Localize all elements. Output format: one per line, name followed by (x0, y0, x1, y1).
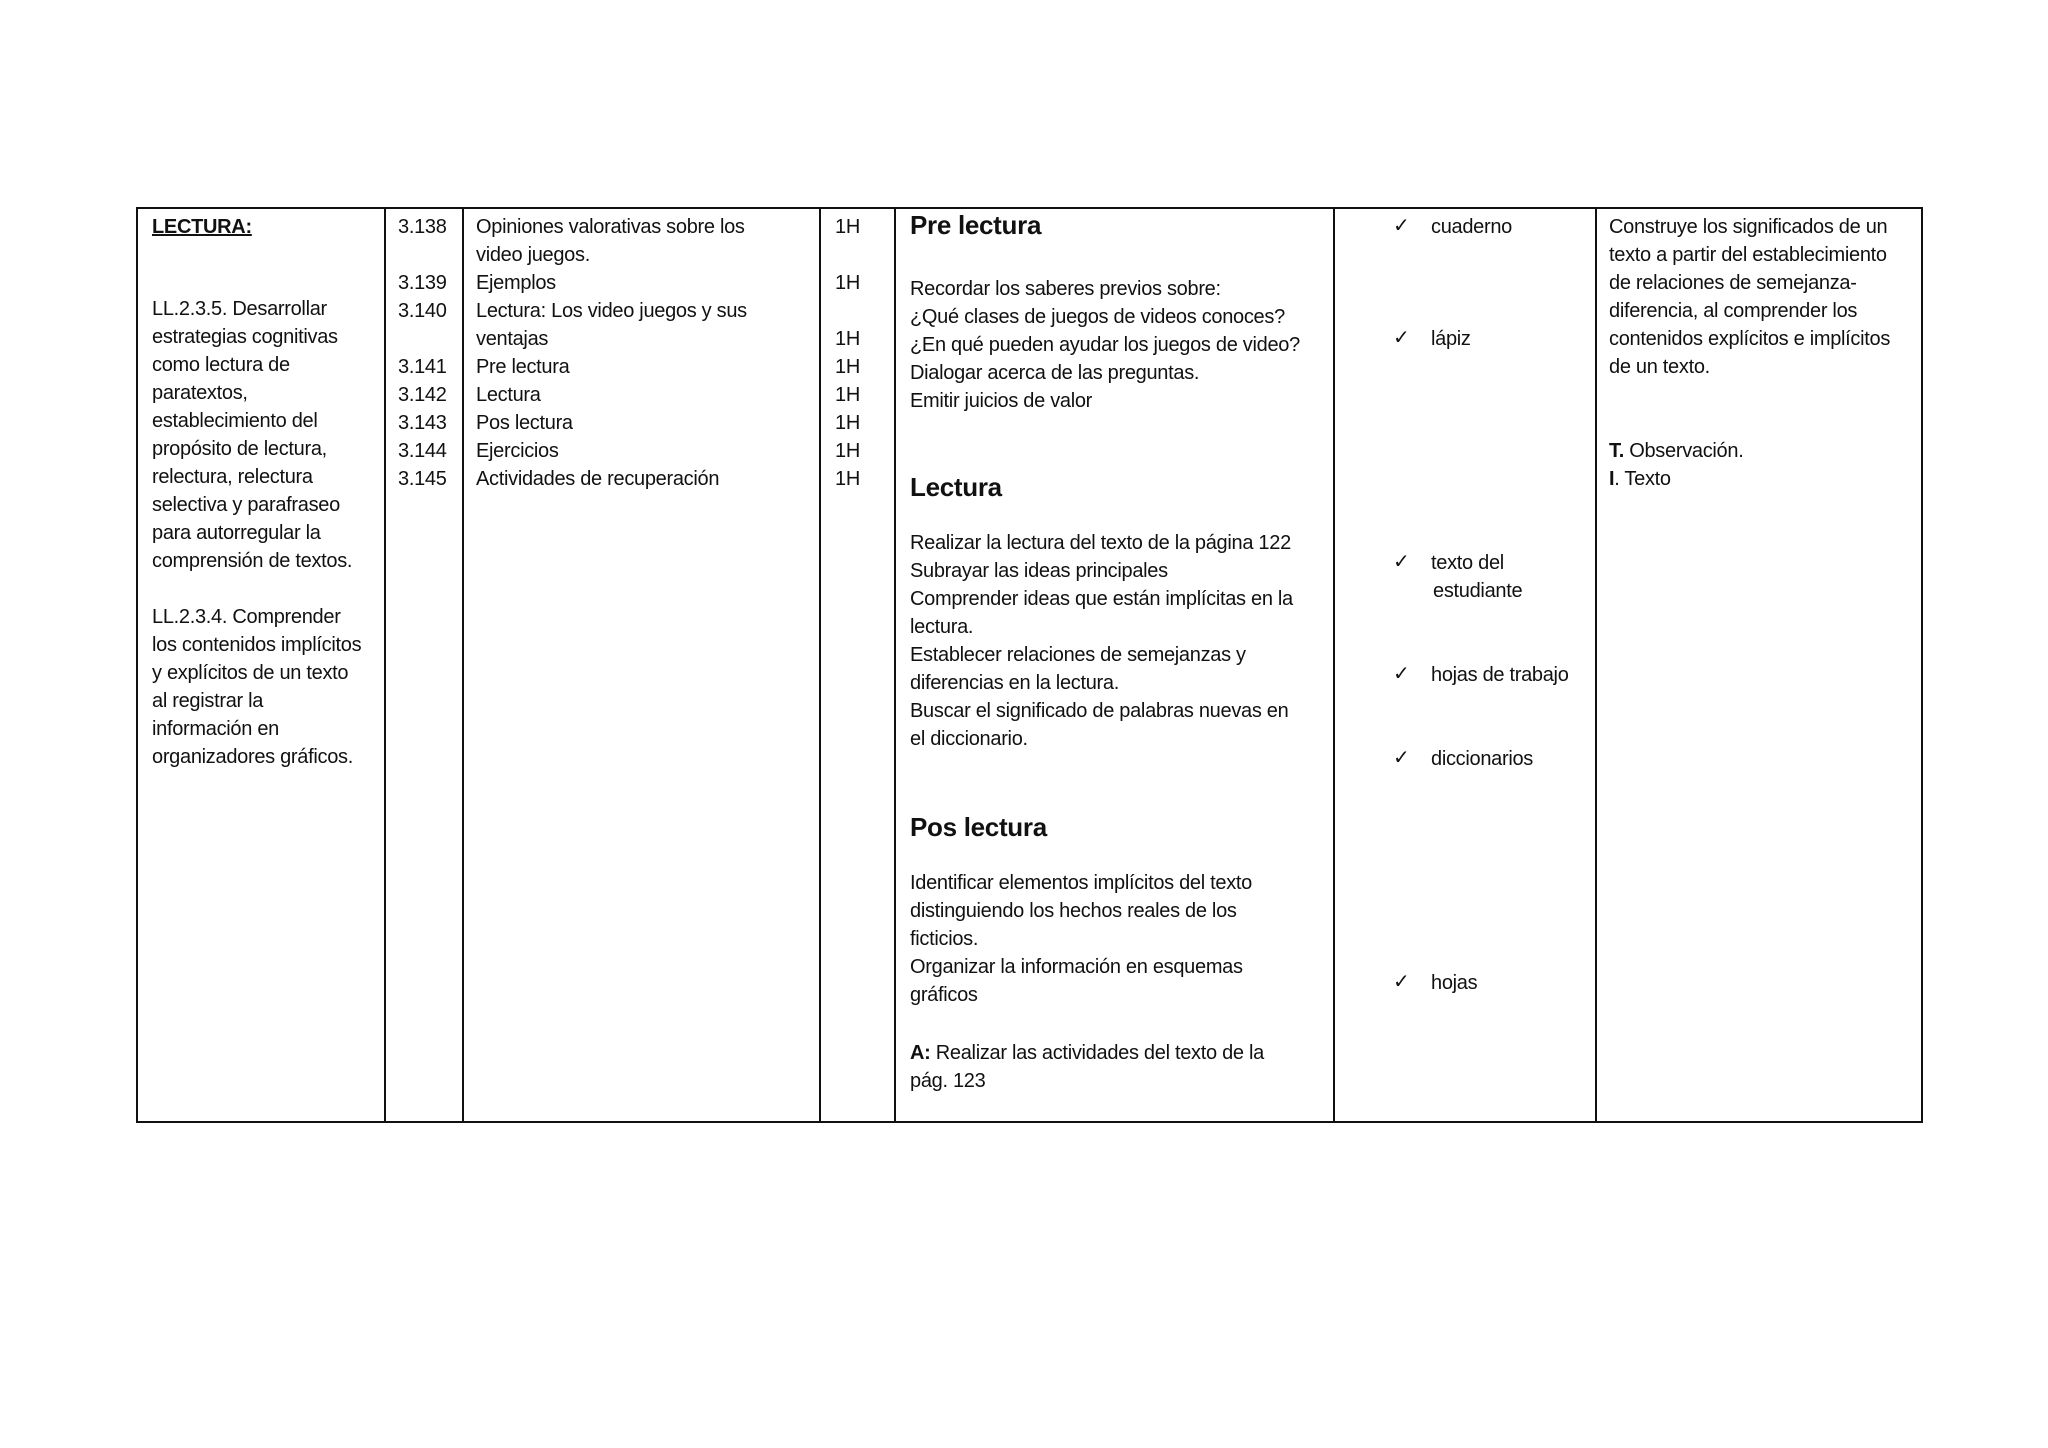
code: 3.138 (398, 216, 447, 238)
topic-line: Ejercicios (476, 440, 559, 462)
instrument-value: . Texto (1614, 468, 1671, 490)
topic-line: Lectura (476, 384, 541, 406)
resource-item: hojas (1431, 972, 1478, 994)
hours: 1H (835, 328, 860, 350)
activity-text: Realizar las actividades del texto de la (930, 1042, 1264, 1064)
skill-line: paratextos, (152, 382, 248, 404)
skill-line: y explícitos de un texto (152, 662, 349, 684)
skill-line: selectiva y parafraseo (152, 494, 340, 516)
topic-line: Pre lectura (476, 356, 570, 378)
skill-line: LL.2.3.4. Comprender (152, 606, 341, 628)
skill-line: para autorregular la (152, 522, 321, 544)
activity-line: Realizar la lectura del texto de la página 122 (910, 532, 1291, 554)
indicator-line: diferencia, al comprender los (1609, 300, 1858, 322)
activity-line: Buscar el significado de palabras nuevas en (910, 700, 1289, 722)
hours: 1H (835, 272, 860, 294)
topic-line: video juegos. (476, 244, 590, 266)
activity-line: Dialogar acerca de las preguntas. (910, 362, 1200, 384)
check-icon: ✓ (1393, 327, 1410, 349)
topic-line: ventajas (476, 328, 549, 350)
check-icon: ✓ (1393, 663, 1410, 685)
activity-line: Comprender ideas que están implícitas en la (910, 588, 1293, 610)
activity-line: Subrayar las ideas principales (910, 560, 1168, 582)
check-icon: ✓ (1393, 215, 1410, 237)
activity-line: ¿En qué pueden ayudar los juegos de video? (910, 334, 1300, 356)
activity-line: distinguiendo los hechos reales de los (910, 900, 1237, 922)
activity-line: Recordar los saberes previos sobre: (910, 278, 1221, 300)
instrument (1609, 465, 1671, 493)
code: 3.145 (398, 468, 447, 490)
skill-line: los contenidos implícitos (152, 634, 362, 656)
hours: 1H (835, 356, 860, 378)
resource-item-continued: estudiante (1433, 580, 1523, 602)
skill-line: información en (152, 718, 279, 740)
resource-item: texto del (1431, 552, 1504, 574)
technique-label: T. (1609, 440, 1624, 462)
code: 3.144 (398, 440, 447, 462)
column-skills (138, 209, 384, 1121)
code: 3.139 (398, 272, 447, 294)
activity-line: diferencias en la lectura. (910, 672, 1119, 694)
skill-line: establecimiento del (152, 410, 318, 432)
section-title: LECTURA: (152, 216, 252, 238)
code: 3.143 (398, 412, 447, 434)
indicator-line: contenidos explícitos e implícitos (1609, 328, 1891, 350)
activity-line: ¿Qué clases de juegos de videos conoces? (910, 306, 1285, 328)
technique-value: Observación. (1623, 440, 1744, 462)
activity-line: Emitir juicios de valor (910, 390, 1093, 412)
activity-line: Identificar elementos implícitos del texto (910, 872, 1253, 894)
technique (1609, 437, 1743, 465)
check-icon: ✓ (1393, 747, 1410, 769)
skill-line: comprensión de textos. (152, 550, 353, 572)
skill-line: al registrar la (152, 690, 264, 712)
activity-line: lectura. (910, 616, 974, 638)
resource-item: lápiz (1431, 328, 1471, 350)
skill-line: como lectura de (152, 354, 290, 376)
column-topics (462, 209, 819, 1121)
hours: 1H (835, 216, 860, 238)
column-codes (384, 209, 462, 1121)
column-activities (894, 209, 1333, 1121)
skill-line: relectura, relectura (152, 466, 313, 488)
check-icon: ✓ (1393, 551, 1410, 573)
activity-line: Organizar la información en esquemas (910, 956, 1243, 978)
topic-line: Opiniones valorativas sobre los (476, 216, 745, 238)
indicator-line: texto a partir del establecimiento (1609, 244, 1887, 266)
heading-pos-lectura: Pos lectura (910, 812, 1047, 842)
heading-pre-lectura: Pre lectura (910, 210, 1042, 240)
heading-lectura: Lectura (910, 472, 1002, 502)
skill-line: organizadores gráficos. (152, 746, 353, 768)
activity-label: A: (910, 1042, 931, 1064)
resource-item: hojas de trabajo (1431, 664, 1569, 686)
column-resources (1333, 209, 1595, 1121)
hours: 1H (835, 440, 860, 462)
code: 3.141 (398, 356, 447, 378)
hours: 1H (835, 412, 860, 434)
resource-item: cuaderno (1431, 216, 1512, 238)
activity-line: el diccionario. (910, 728, 1028, 750)
activity-line: pág. 123 (910, 1070, 986, 1092)
instrument-label: I (1609, 468, 1615, 490)
activity-line: ficticios. (910, 928, 979, 950)
planning-table (136, 207, 1923, 1123)
column-evaluation (1595, 209, 1921, 1121)
skill-line: estrategias cognitivas (152, 326, 338, 348)
indicator-line: Construye los significados de un (1609, 216, 1888, 238)
code: 3.142 (398, 384, 447, 406)
indicator-line: de un texto. (1609, 356, 1710, 378)
skill-line: LL.2.3.5. Desarrollar (152, 298, 327, 320)
topic-line: Actividades de recuperación (476, 468, 720, 490)
topic-line: Ejemplos (476, 272, 556, 294)
activity-assessment (910, 1039, 1264, 1067)
check-icon: ✓ (1393, 971, 1410, 993)
skill-line: propósito de lectura, (152, 438, 327, 460)
code: 3.140 (398, 300, 447, 322)
topic-line: Lectura: Los video juegos y sus (476, 300, 747, 322)
activity-line: gráficos (910, 984, 978, 1006)
column-hours (819, 209, 894, 1121)
topic-line: Pos lectura (476, 412, 573, 434)
activity-line: Establecer relaciones de semejanzas y (910, 644, 1246, 666)
resource-item: diccionarios (1431, 748, 1534, 770)
hours: 1H (835, 384, 860, 406)
hours: 1H (835, 468, 860, 490)
indicator-line: de relaciones de semejanza- (1609, 272, 1857, 294)
